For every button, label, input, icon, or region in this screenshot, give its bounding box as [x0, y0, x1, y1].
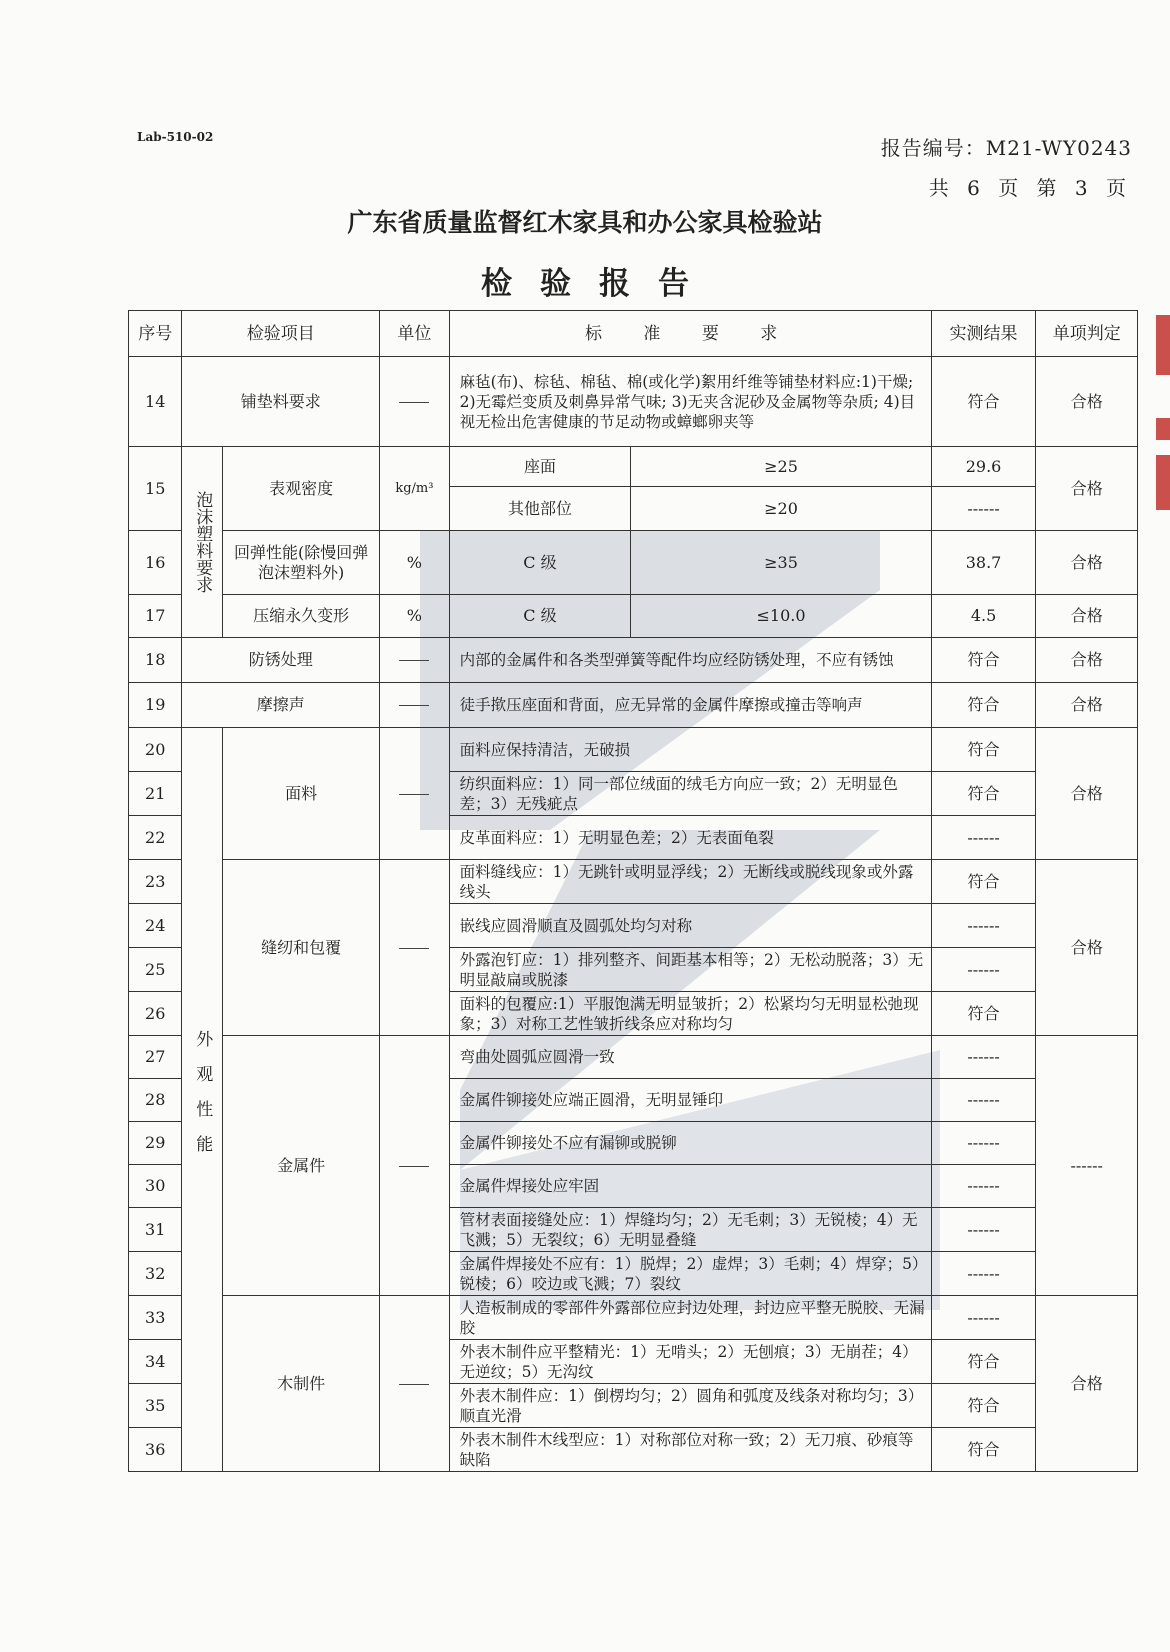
row-judgement: ------	[1036, 1036, 1138, 1296]
row-no: 21	[129, 772, 182, 816]
row-result: 符合	[931, 992, 1036, 1036]
row-judgement: 合格	[1036, 860, 1138, 1036]
row-subitem: 座面	[449, 447, 631, 487]
table-row	[129, 531, 1138, 595]
row-judgement: 合格	[1036, 595, 1138, 638]
row-result: ------	[931, 1079, 1036, 1122]
row-result: 符合	[931, 1428, 1036, 1472]
seal-edge-mark	[1156, 315, 1170, 375]
row-item: 摩擦声	[182, 683, 380, 728]
row-no: 28	[129, 1079, 182, 1122]
row-requirement: 面料缝线应：1）无跳针或明显浮线；2）无断线或脱线现象或外露线头	[449, 860, 931, 904]
row-item: 压缩永久变形	[223, 595, 380, 638]
row-requirement: 外表木制件应平整精光：1）无啃头；2）无刨痕；3）无崩茬；4）无逆纹；5）无沟纹	[449, 1340, 931, 1384]
table-header-row	[129, 311, 1138, 357]
row-no: 17	[129, 595, 182, 638]
row-no: 19	[129, 683, 182, 728]
col-header-result: 实测结果	[931, 311, 1036, 357]
row-requirement: 外露泡钉应：1）排列整齐、间距基本相等；2）无松动脱落；3）无明显敲扁或脱漆	[449, 948, 931, 992]
row-value: ≥35	[631, 531, 931, 595]
row-result: 符合	[931, 357, 1036, 447]
report-number: 报告编号：M21-WY0243	[880, 136, 1132, 160]
row-requirement: 金属件铆接处不应有漏铆或脱铆	[449, 1122, 931, 1165]
row-result: ------	[931, 904, 1036, 948]
row-subitem: C 级	[449, 531, 631, 595]
row-judgement: 合格	[1036, 1296, 1138, 1472]
row-result: 符合	[931, 728, 1036, 772]
section-item-wood: 木制件	[223, 1296, 380, 1472]
row-no: 22	[129, 816, 182, 860]
row-result: 符合	[931, 772, 1036, 816]
row-no: 14	[129, 357, 182, 447]
group-label-foam: 泡沫塑料要求	[182, 447, 223, 638]
row-judgement: 合格	[1036, 638, 1138, 683]
row-result: 29.6	[931, 447, 1036, 487]
row-subitem: C 级	[449, 595, 631, 638]
row-requirement: 纺织面料应：1）同一部位绒面的绒毛方向应一致；2）无明显色差；3）无残疵点	[449, 772, 931, 816]
row-unit	[380, 1036, 449, 1296]
row-requirement: 金属件焊接处不应有：1）脱焊；2）虚焊；3）毛刺；4）焊穿；5）锐棱；6）咬边或飞溅；7）裂纹	[449, 1252, 931, 1296]
row-result: ------	[931, 948, 1036, 992]
row-result: ------	[931, 816, 1036, 860]
row-requirement: 徒手揿压座面和背面，应无异常的金属件摩擦或撞击等响声	[449, 683, 931, 728]
row-no: 23	[129, 860, 182, 904]
row-no: 33	[129, 1296, 182, 1340]
col-header-item: 检验项目	[182, 311, 380, 357]
row-result: 符合	[931, 638, 1036, 683]
row-no: 34	[129, 1340, 182, 1384]
seal-edge-mark	[1156, 455, 1170, 510]
row-result: ------	[931, 1165, 1036, 1208]
row-item: 铺垫料要求	[182, 357, 380, 447]
row-result: 4.5	[931, 595, 1036, 638]
row-result: 符合	[931, 860, 1036, 904]
row-judgement: 合格	[1036, 447, 1138, 531]
row-no: 35	[129, 1384, 182, 1428]
table-row	[129, 638, 1138, 683]
row-no: 27	[129, 1036, 182, 1079]
row-requirement: 嵌线应圆滑顺直及圆弧处均匀对称	[449, 904, 931, 948]
row-unit	[380, 1296, 449, 1472]
row-requirement: 金属件焊接处应牢固	[449, 1165, 931, 1208]
row-requirement: 面料应保持清洁，无破损	[449, 728, 931, 772]
row-judgement: 合格	[1036, 683, 1138, 728]
row-value: ≥20	[631, 487, 931, 531]
table-row	[129, 1036, 1138, 1079]
row-no: 31	[129, 1208, 182, 1252]
row-result: 38.7	[931, 531, 1036, 595]
row-no: 36	[129, 1428, 182, 1472]
row-no: 18	[129, 638, 182, 683]
col-header-no: 序号	[129, 311, 182, 357]
row-result: ------	[931, 1208, 1036, 1252]
row-result: 符合	[931, 1384, 1036, 1428]
row-unit	[380, 638, 449, 683]
row-no: 30	[129, 1165, 182, 1208]
table-row	[129, 683, 1138, 728]
row-no: 24	[129, 904, 182, 948]
row-requirement: 外表木制件应：1）倒楞均匀；2）圆角和弧度及线条对称均匀；3）顺直光滑	[449, 1384, 931, 1428]
row-no: 29	[129, 1122, 182, 1165]
row-judgement: 合格	[1036, 728, 1138, 860]
row-result: ------	[931, 1252, 1036, 1296]
row-result: 符合	[931, 683, 1036, 728]
lab-code: Lab-510-02	[137, 130, 214, 144]
section-item-sewing: 缝纫和包覆	[223, 860, 380, 1036]
row-result: ------	[931, 1036, 1036, 1079]
row-item: 表观密度	[223, 447, 380, 531]
row-result: 符合	[931, 1340, 1036, 1384]
seal-edge-mark	[1156, 418, 1170, 440]
row-no: 16	[129, 531, 182, 595]
row-unit: %	[380, 595, 449, 638]
col-header-judgement: 单项判定	[1036, 311, 1138, 357]
row-unit	[380, 683, 449, 728]
row-no: 15	[129, 447, 182, 531]
row-result: ------	[931, 1296, 1036, 1340]
row-subitem: 其他部位	[449, 487, 631, 531]
row-requirement: 麻毡(布)、棕毡、棉毡、棉(或化学)絮用纤维等铺垫材料应:1)干燥; 2)无霉烂变质及刺鼻异常气味; 3)无夹含泥砂及金属物等杂质; 4)目视无检出危害健康的节足动物或蟑螂卵夹等	[449, 357, 931, 447]
inspection-table	[128, 310, 1138, 1472]
row-requirement: 外表木制件木线型应：1）对称部位对称一致；2）无刀痕、砂痕等缺陷	[449, 1428, 931, 1472]
row-requirement: 人造板制成的零部件外露部位应封边处理，封边应平整无脱胶、无漏胶	[449, 1296, 931, 1340]
row-result: ------	[931, 487, 1036, 531]
page-info: 共 6 页 第 3 页	[928, 176, 1132, 200]
table-row	[129, 357, 1138, 447]
row-value: ≤10.0	[631, 595, 931, 638]
row-value: ≥25	[631, 447, 931, 487]
row-item: 防锈处理	[182, 638, 380, 683]
row-unit: %	[380, 531, 449, 595]
report-title: 检验报告	[481, 266, 717, 302]
row-requirement: 面料的包覆应:1）平服饱满无明显皱折；2）松紧均匀无明显松弛现象；3）对称工艺性皱折线条应对称均匀	[449, 992, 931, 1036]
row-requirement: 皮革面料应：1）无明显色差；2）无表面龟裂	[449, 816, 931, 860]
table-row	[129, 1296, 1138, 1340]
group-label-appearance: 外观性能	[182, 728, 223, 1472]
row-requirement: 弯曲处圆弧应圆滑一致	[449, 1036, 931, 1079]
table-row	[129, 860, 1138, 904]
organization-name: 广东省质量监督红木家具和办公家具检验站	[347, 208, 823, 237]
row-unit	[380, 728, 449, 860]
row-no: 26	[129, 992, 182, 1036]
row-no: 25	[129, 948, 182, 992]
row-judgement: 合格	[1036, 357, 1138, 447]
col-header-requirement: 标 准 要 求	[449, 311, 931, 357]
row-requirement: 管材表面接缝处应：1）焊缝均匀；2）无毛刺；3）无锐棱；4）无飞溅；5）无裂纹；6）无明显叠缝	[449, 1208, 931, 1252]
section-item-fabric: 面料	[223, 728, 380, 860]
table-row	[129, 447, 1138, 487]
row-unit: kg/m³	[380, 447, 449, 531]
row-result: ------	[931, 1122, 1036, 1165]
table-row	[129, 728, 1138, 772]
row-judgement: 合格	[1036, 531, 1138, 595]
row-requirement: 内部的金属件和各类型弹簧等配件均应经防锈处理，不应有锈蚀	[449, 638, 931, 683]
row-requirement: 金属件铆接处应端正圆滑，无明显锤印	[449, 1079, 931, 1122]
row-unit	[380, 860, 449, 1036]
row-no: 20	[129, 728, 182, 772]
table-row	[129, 595, 1138, 638]
row-item: 回弹性能(除慢回弹泡沫塑料外)	[223, 531, 380, 595]
row-unit	[380, 357, 449, 447]
col-header-unit: 单位	[380, 311, 449, 357]
row-no: 32	[129, 1252, 182, 1296]
section-item-metal: 金属件	[223, 1036, 380, 1296]
